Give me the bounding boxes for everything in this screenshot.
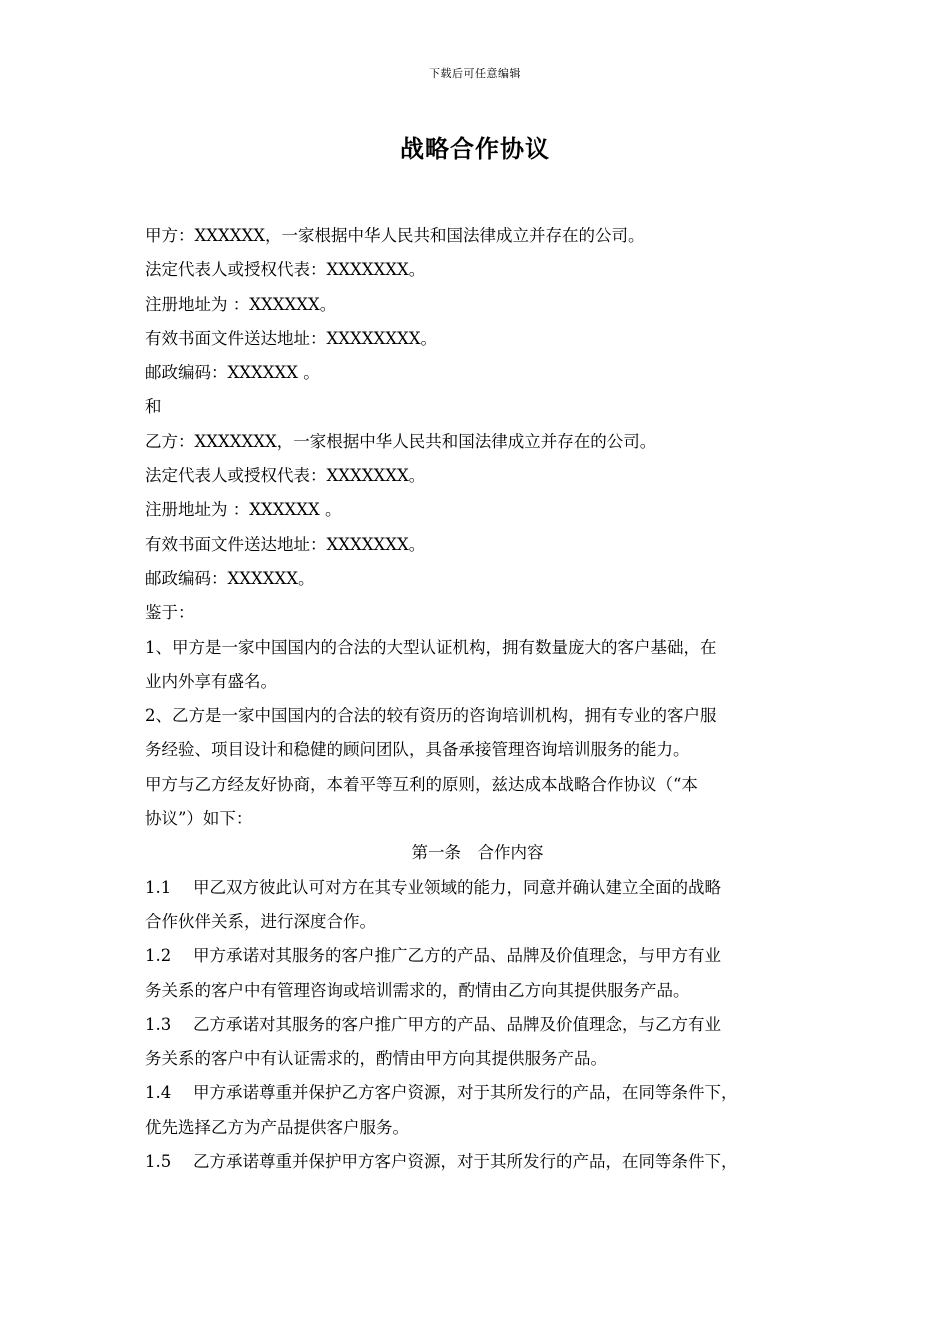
clause-1-3-line-1 xyxy=(145,1008,810,1042)
party-b-intro: 乙方：XXXXXXX，一家根据中华人民共和国法律成立并存在的公司。 xyxy=(145,431,657,451)
recital-2-line-1: 2、乙方是一家中国国内的合法的较有资历的咨询培训机构，拥有专业的客户服 xyxy=(145,706,717,726)
clause-text: 甲乙双方彼此认可对方在其专业领域的能力，同意并确认建立全面的战略 xyxy=(193,877,721,897)
party-b-postcode: 邮政编码：XXXXXX。 xyxy=(145,568,315,588)
recital-1-line-1: 1、甲方是一家中国国内的合法的大型认证机构，拥有数量庞大的客户基础，在 xyxy=(145,637,717,657)
party-b-representative: 法定代表人或授权代表：XXXXXXX。 xyxy=(145,466,426,486)
conjunction: 和 xyxy=(145,397,162,417)
preamble-line-1: 甲方与乙方经友好协商，本着平等互利的原则，兹达成本战略合作协议（“本 xyxy=(145,774,698,794)
party-a-delivery-address: 有效书面文件送达地址：XXXXXXXX。 xyxy=(145,328,437,348)
clause-1-2-line-2: 务关系的客户中有管理咨询或培训需求的，酌情由乙方向其提供服务产品。 xyxy=(145,980,690,1000)
recital-2-line-2: 务经验、项目设计和稳健的顾问团队，具备承接管理咨询培训服务的能力。 xyxy=(145,740,690,760)
clause-text: 甲方承诺对其服务的客户推广乙方的产品、品牌及价值理念，与甲方有业 xyxy=(193,946,721,966)
party-b-address: 注册地址为 ：XXXXXX 。 xyxy=(145,500,342,520)
clause-number: 1.4 xyxy=(145,1083,172,1103)
page-title: 战略合作协议 xyxy=(400,134,550,163)
clause-1-1-line-2: 合作伙伴关系，进行深度合作。 xyxy=(145,911,376,931)
article-1-heading: 第一条 合作内容 xyxy=(411,843,544,863)
preamble-line-2: 协议”）如下： xyxy=(145,809,253,829)
party-a-postcode: 邮政编码：XXXXXX 。 xyxy=(145,363,320,383)
clause-text: 甲方承诺尊重并保护乙方客户资源，对于其所发行的产品，在同等条件下， xyxy=(193,1083,738,1103)
header-note: 下载后可任意编辑 xyxy=(429,67,521,80)
document-body xyxy=(145,219,810,1179)
clause-number: 1.3 xyxy=(145,1014,172,1034)
clause-number: 1.1 xyxy=(145,877,172,897)
clause-text: 乙方承诺对其服务的客户推广甲方的产品、品牌及价值理念，与乙方有业 xyxy=(193,1014,721,1034)
clause-text: 乙方承诺尊重并保护甲方客户资源，对于其所发行的产品，在同等条件下， xyxy=(193,1152,738,1172)
party-a-intro: 甲方：XXXXXX，一家根据中华人民共和国法律成立并存在的公司。 xyxy=(145,226,645,245)
clause-1-4-line-2: 优先选择乙方为产品提供客户服务。 xyxy=(145,1117,409,1137)
party-a-representative: 法定代表人或授权代表：XXXXXXX。 xyxy=(145,260,426,280)
clause-number: 1.2 xyxy=(145,946,172,966)
clause-1-5-line-1 xyxy=(145,1145,810,1179)
recital-1-line-2: 业内外享有盛名。 xyxy=(145,671,277,691)
clause-1-2-line-1 xyxy=(145,939,810,973)
clause-1-1-line-1 xyxy=(145,871,810,905)
clause-number: 1.5 xyxy=(145,1152,172,1172)
clause-1-4-line-1 xyxy=(145,1076,810,1110)
party-a-address: 注册地址为 ：XXXXXX。 xyxy=(145,294,337,314)
whereas-label: 鉴于： xyxy=(145,603,195,623)
clause-1-3-line-2: 务关系的客户中有认证需求的，酌情由甲方向其提供服务产品。 xyxy=(145,1049,607,1069)
party-b-delivery-address: 有效书面文件送达地址：XXXXXXX。 xyxy=(145,534,426,554)
